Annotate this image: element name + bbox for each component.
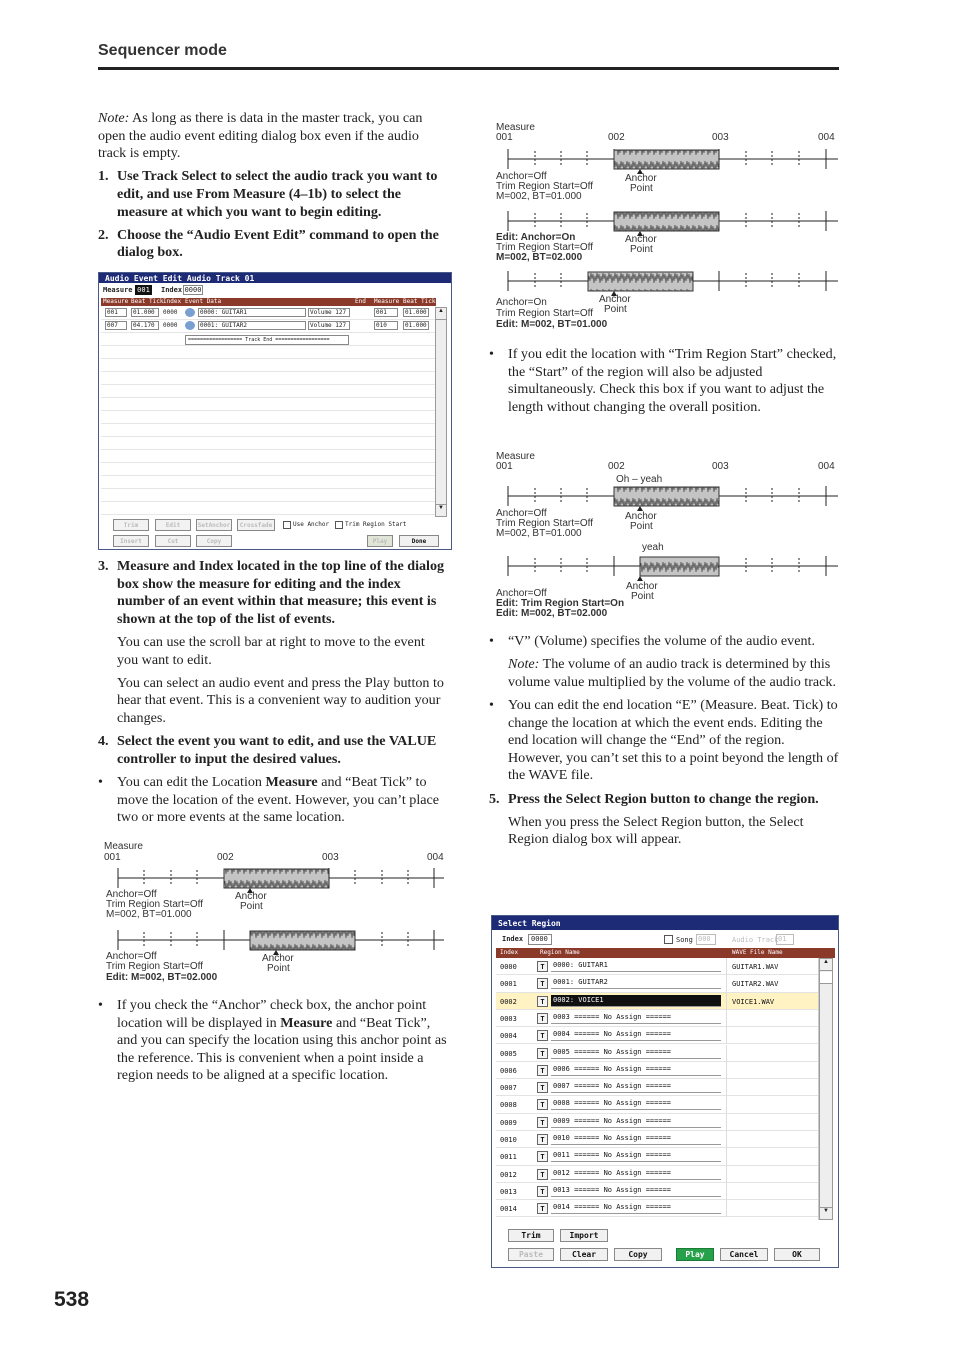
region-row[interactable] [496,1045,818,1062]
anchor-off-label: Anchor=Off [496,588,547,599]
region-t-icon[interactable]: T [537,1013,548,1024]
section-header: Sequencer mode [98,42,227,59]
region-t-icon[interactable]: T [537,1169,548,1180]
scroll-paragraph: You can use the scroll bar at right to move to the event you want to edit. [117,633,425,668]
col-index: Index [163,298,182,305]
column-divider [726,975,727,992]
event-end-beat[interactable]: 01.000 [403,308,429,317]
point-label: Point [267,963,290,974]
song-field[interactable]: 000 [696,934,716,945]
region-list [496,958,819,1220]
anchor-label: Anchor [625,511,657,522]
column-divider [726,1148,727,1165]
step-text: Select the event you want to edit, and use the VALUE controller to input the desired values. [117,733,437,767]
col-beat-tick: Beat Tick [131,298,164,305]
location-label: M=002, BT=02.000 [496,252,583,263]
bullet-icon: • [489,633,494,649]
step-number: 2. [98,226,109,243]
region-row[interactable] [496,1166,818,1183]
region-row[interactable] [496,993,818,1010]
dialog-title: Audio Event Edit Audio Track 01 [99,273,451,283]
column-divider [726,1045,727,1062]
measure-001: 001 [496,461,513,472]
region-row[interactable] [496,1096,818,1113]
col-wave-file: WAVE File Name [732,949,783,956]
col-end-beat-tick: Beat Tick [403,298,436,305]
anchor-label: Anchor [235,891,267,902]
region-name[interactable]: 0009 ====== No Assign ====== [551,1116,721,1128]
region-index: 0004 [500,1032,517,1041]
index-field[interactable]: 0000 [184,286,202,294]
column-divider [726,958,727,975]
region-scrollbar[interactable] [819,958,833,1220]
oh-yeah-label: Oh – yeah [616,474,663,485]
trim-off-label: Trim Region Start=Off [106,961,203,972]
column-divider [726,1010,727,1027]
measure-003: 003 [712,132,729,143]
measure-002: 002 [217,852,234,863]
measure-003: 003 [322,852,339,863]
anchor-off-label: Anchor=Off [496,171,547,182]
region-index: 0010 [500,1136,517,1144]
event-measure[interactable]: 007 [105,321,127,330]
region-name[interactable]: 0006 ====== No Assign ====== [551,1064,721,1076]
measure-004: 004 [818,461,835,472]
column-divider [726,1062,727,1079]
region-wave-file: VOICE1.WAV [732,997,775,1006]
done-button[interactable]: Done [399,535,439,547]
location-label: M=002, BT=01.000 [106,909,192,920]
play-button[interactable]: Play [676,1248,714,1261]
step-2 [98,227,448,262]
step-number: 1. [98,168,109,185]
step-text: Use Track Select to select the audio track you want to edit, and use From Measure (4–1b) to select the measure at which you want to begin editing. [117,168,438,220]
event-list [101,307,436,517]
dialog-title: Select Region [492,916,838,930]
trim-region-start-checkbox[interactable] [335,521,343,529]
trim-region-start-label: Trim Region Start [345,521,407,528]
event-end-measure[interactable]: 001 [374,308,398,317]
scroll-down-icon[interactable]: ▼ [820,1207,832,1219]
region-index: 0000 [500,963,517,971]
cancel-button[interactable]: Cancel [720,1248,768,1261]
measure-label: Measure [496,451,535,462]
bullet-text: If you check the “Anchor” check box, the anchor point location will be displayed in Measure and “Beat Tick”, and you can specify the location using this anchor point as the reference. This is convenient when a point inside a region needs to be aligned at a specific location. [117,997,447,1084]
event-row[interactable] [101,321,436,333]
region-t-icon[interactable]: T [537,1203,548,1214]
anchor-timeline-svg [496,143,841,303]
region-t-icon[interactable]: T [537,978,548,989]
anchor-figure [496,121,841,331]
region-t-icon[interactable]: T [537,1065,548,1076]
timeline-3 [508,271,838,296]
bullet-icon: • [489,346,494,362]
timeline-2 [118,930,444,955]
note-text: The volume of an audio track is determined by this volume value multiplied by the volume of the audio track. [508,656,836,690]
track-end-row: ================== Track End ================== [185,335,349,345]
index-label: Index [502,935,524,943]
region-name[interactable]: 0007 ====== No Assign ====== [551,1081,721,1093]
region-name[interactable]: 0003 ====== No Assign ====== [551,1012,721,1024]
timeline-1 [508,149,838,174]
anchor-label: Anchor [262,953,294,964]
measure-label: Measure [104,841,143,852]
column-divider [726,1166,727,1183]
audio-track-field[interactable]: 01 [776,934,794,945]
paste-button[interactable]: Paste [508,1248,554,1261]
measure-002: 002 [608,461,625,472]
left-column-bottom [98,997,448,1085]
column-divider [726,1079,727,1096]
measure-label: Measure [103,286,133,294]
region-t-icon[interactable]: T [537,1082,548,1093]
volume-note [489,656,839,691]
event-beat[interactable]: 01.000 [131,308,159,317]
step-4 [98,733,448,768]
bullet-end [489,697,839,785]
trim-button[interactable]: Trim [113,519,149,531]
bullet-text: “V” (Volume) specifies the volume of the audio event. [508,633,815,649]
col-measure: Measure [103,298,129,305]
region-t-icon[interactable]: T [537,1099,548,1110]
trim-off-label: Trim Region Start=Off [496,518,593,529]
event-measure[interactable]: 001 [105,308,127,317]
anchor-off-label: Anchor=Off [496,508,547,519]
audio-event-edit-dialog [98,272,452,550]
point-label: Point [631,591,654,602]
column-divider [726,1183,727,1200]
measure-001: 001 [496,132,513,143]
region-index: 0009 [500,1118,517,1127]
note-text: As long as there is data in the master track, you can open the audio event editing dialog box even if the audio track is empty. [98,110,423,162]
step-text: Press the Select Region button to change the region. [508,790,819,807]
copy-button[interactable]: Copy [196,535,232,547]
scroll-up-icon[interactable]: ▲ [436,308,446,320]
region-name[interactable]: 0010 ====== No Assign ====== [551,1133,721,1145]
bullet-volume [489,633,839,651]
event-scrollbar[interactable] [435,307,447,517]
event-beat[interactable]: 04.170 [131,321,159,330]
bullet-icon: • [489,696,494,713]
trim-button[interactable]: Trim [508,1229,554,1242]
measure-field[interactable]: 001 [135,285,152,295]
event-end-measure[interactable]: 010 [374,321,398,330]
point-label: Point [630,521,653,532]
region-row[interactable] [496,1131,818,1148]
cut-button[interactable]: Cut [155,535,191,547]
select-region-dialog [491,915,839,1268]
trim-off-label: Trim Region Start=Off [496,181,593,192]
scroll-thumb[interactable] [820,972,832,984]
event-region[interactable]: 0000: GUITAR1 [198,308,306,317]
set-anchor-button[interactable]: SetAnchor [196,519,232,531]
region-index: 0008 [500,1101,517,1110]
bullet-icon: • [98,773,103,790]
index-label: Index [161,286,183,294]
region-row[interactable] [496,1027,818,1044]
region-row[interactable] [496,1148,818,1165]
region-t-icon[interactable]: T [537,1030,548,1041]
region-name[interactable]: 0001: GUITAR2 [551,977,721,989]
step-5 [489,791,839,809]
left-column-middle [98,558,448,827]
anchor-label: Anchor [599,294,631,305]
measure-004: 004 [427,852,444,863]
event-list-header [101,298,436,306]
region-row[interactable] [496,958,818,975]
region-name[interactable]: 0013 ====== No Assign ====== [551,1185,721,1197]
region-t-icon[interactable]: T [537,1151,548,1162]
col-end: End [355,298,366,305]
region-t-icon[interactable]: T [537,996,548,1007]
location-label: M=002, BT=01.000 [496,528,582,539]
song-checkbox[interactable] [664,935,673,944]
point-label: Point [630,244,653,255]
copy-button[interactable]: Copy [614,1248,662,1261]
timeline-2 [508,556,838,581]
point-label: Point [240,901,263,912]
left-column-top [98,110,448,262]
use-anchor-label: Use Anchor [293,521,330,528]
note-paragraph [98,110,448,163]
play-region-icon[interactable] [185,321,195,330]
play-paragraph: You can select an audio event and press the Play button to hear that event. This is a convenient way to audition your changes. [117,674,444,726]
step-number: 3. [98,558,109,574]
region-index: 0002 [500,997,517,1006]
step-text: Choose the “Audio Event Edit” command to open the dialog box. [117,226,439,261]
measure-label: Measure [496,122,535,133]
column-divider [726,1131,727,1148]
import-button[interactable]: Import [560,1229,608,1242]
edit-location-label: Edit: M=002, BT=01.000 [496,319,608,330]
region-row[interactable] [496,1200,818,1217]
note-label: Note: [98,110,130,126]
anchor-off-label: Anchor=Off [106,889,157,900]
bullet-text: You can edit the end location “E” (Measure. Beat. Tick) to change the location at which the event ends. Editing the end location will change the “End” of the region. However, you can’t set this to a point beyond the length of the WAVE file. [508,696,839,784]
event-volume[interactable]: Volume 127 [308,308,350,317]
event-index: 0000 [163,309,178,316]
region-index: 0005 [500,1049,517,1058]
scroll-up-icon[interactable]: ▲ [820,959,832,971]
bullet-text: You can edit the Location Measure and “Beat Tick” to move the location of the event. However, you can’t place two or more events at the same location. [117,773,440,826]
edit-anchor-on-label: Edit: Anchor=On [496,232,576,243]
col-region-name: Region Name [540,949,580,956]
bullet-trim [489,346,839,416]
region-index: 0007 [500,1084,517,1093]
region-list-header [496,948,835,958]
timeline-1 [508,486,838,511]
region-t-icon[interactable]: T [537,1134,548,1145]
measure-003: 003 [712,461,729,472]
measure-002: 002 [608,132,625,143]
step-number: 4. [98,733,109,750]
event-row[interactable] [101,308,436,320]
step-3 [98,558,448,628]
header-rule [98,67,839,70]
region-wave-file: GUITAR1.WAV [732,963,779,971]
measure-001: 001 [104,852,121,863]
trim-figure [496,450,841,622]
region-name[interactable]: 0012 ====== No Assign ====== [551,1168,721,1180]
region-row[interactable] [496,1062,818,1079]
clear-button[interactable]: Clear [560,1248,608,1261]
region-name[interactable]: 0005 ====== No Assign ====== [551,1047,721,1059]
trim-off-label: Trim Region Start=Off [496,308,593,319]
index-field[interactable]: 0000 [528,934,552,945]
anchor-label: Anchor [626,581,658,592]
select-region-paragraph: When you press the Select Region button, the Select Region dialog box will appear. [508,813,804,848]
edit-location-label: Edit: M=002, BT=02.000 [106,972,218,983]
column-divider [726,1200,727,1217]
play-region-icon[interactable] [185,308,195,317]
insert-button[interactable]: Insert [113,535,149,547]
region-name[interactable]: 0008 ====== No Assign ====== [551,1098,721,1110]
event-index: 0000 [163,322,178,329]
bullet-anchor [98,997,448,1085]
edit-location-label: Edit: M=002, BT=02.000 [496,608,608,619]
column-divider [726,1114,727,1131]
col-index: Index [500,949,519,956]
bullet-location [98,774,448,827]
region-row[interactable] [496,1183,818,1200]
col-end-measure: Measure [374,298,400,305]
bullet-text: If you edit the location with “Trim Region Start” checked, the “Start” of the region will also be adjusted simultaneously. Check this box if you want to adjust the length without changing the overall position. [508,346,837,415]
region-t-icon[interactable]: T [537,1117,548,1128]
trim-off-label: Trim Region Start=Off [106,899,203,910]
event-end-beat[interactable]: 01.000 [403,321,429,330]
bullet-icon: • [98,997,103,1013]
region-index: 0001 [500,980,517,989]
right-column-bottom [489,633,839,855]
region-index: 0012 [500,1170,517,1179]
region-t-icon[interactable]: T [537,1048,548,1059]
page-number: 538 [54,1288,90,1311]
region-name[interactable]: 0014 ====== No Assign ====== [551,1202,721,1214]
region-row[interactable] [496,1010,818,1027]
region-name[interactable]: 0004 ====== No Assign ====== [551,1029,721,1041]
col-event-data: Event Data [185,298,222,305]
point-label: Point [604,304,627,315]
step-number: 5. [489,790,500,807]
location-figure [104,840,449,988]
crossfade-button[interactable]: Crossfade [237,519,275,531]
edit-button[interactable]: Edit [155,519,191,531]
region-index: 0011 [500,1153,517,1162]
region-name[interactable]: 0011 ====== No Assign ====== [551,1150,721,1162]
region-index: 0013 [500,1187,517,1196]
ok-button[interactable]: OK [774,1248,820,1261]
use-anchor-checkbox[interactable] [283,521,291,529]
column-divider [726,1096,727,1113]
region-wave-file: GUITAR2.WAV [732,980,779,989]
step-text: Measure and Index located in the top line of the dialog box show the measure for editing and the index number of an event within that measure; this event is shown at the top of the list of events. [117,558,445,627]
region-index: 0006 [500,1066,517,1075]
anchor-off-label: Anchor=Off [106,951,157,962]
region-index: 0014 [500,1205,517,1214]
scroll-down-icon[interactable]: ▼ [436,504,446,516]
timeline-1 [118,868,444,893]
play-button[interactable]: Play [367,535,393,547]
region-t-icon[interactable]: T [537,961,548,972]
song-label: Song [676,936,693,944]
region-name[interactable]: 0000: GUITAR1 [551,960,721,972]
anchor-label: Anchor [625,173,657,184]
note-label: Note: [508,656,540,673]
column-divider [726,993,727,1010]
location-label: M=002, BT=01.000 [496,191,582,202]
region-row[interactable] [496,1079,818,1096]
region-row[interactable] [496,1114,818,1131]
step-1 [98,168,448,221]
event-volume[interactable]: Volume 127 [308,321,350,330]
anchor-on-label: Anchor=On [496,297,547,308]
region-t-icon[interactable]: T [537,1186,548,1197]
audio-track-label: Audio Track [732,936,779,944]
measure-004: 004 [818,132,835,143]
trim-off-label: Trim Region Start=Off [496,242,593,253]
right-column-top [489,346,839,416]
yeah-label: yeah [642,542,664,553]
anchor-label: Anchor [625,234,657,245]
region-index: 0003 [500,1014,517,1023]
region-row[interactable] [496,975,818,992]
column-divider [726,1027,727,1044]
edit-trim-on-label: Edit: Trim Region Start=On [496,598,625,609]
event-region[interactable]: 0001: GUITAR2 [198,321,306,330]
region-name[interactable]: 0002: VOICE1 [551,995,721,1007]
point-label: Point [630,183,653,194]
